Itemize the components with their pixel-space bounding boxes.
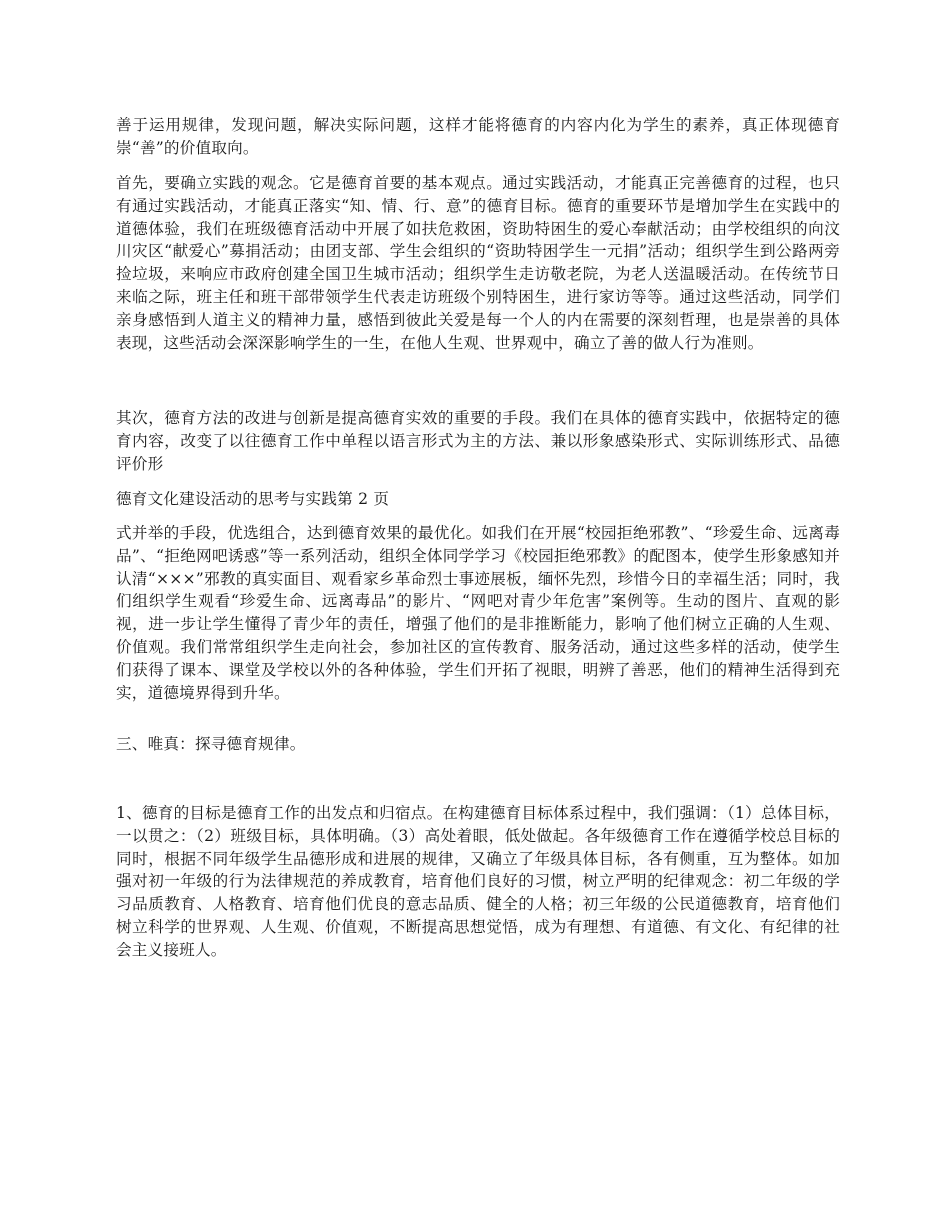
paragraph-methods: 其次，德育方法的改进与创新是提高德育实效的重要的手段。我们在具体的德育实践中，依据特定的德育内容，改变了以往德育工作中单程以语言形式为主的方法、兼以形象感染形式、实际训练形式、品德评价形 — [116, 409, 840, 473]
paragraph-intro: 善于运用规律，发现问题，解决实际问题，这样才能将德育的内容内化为学生的素养，真正体现德育崇“善”的价值取向。 — [116, 116, 840, 157]
page-heading: 德育文化建设活动的思考与实践第 2 页 — [116, 490, 390, 508]
section-heading: 三、唯真：探寻德育规律。 — [116, 735, 306, 753]
paragraph-methods-continued: 式并举的手段，优选组合，达到德育效果的最优化。如我们在开展“校园拒绝邪教”、“珍爱生命、远离毒品”、“拒绝网吧诱惑”等一系列活动，组织全体同学学习《校园拒绝邪教》的配图本，使学生形象感知并认清“×××”邪教的真实面目、观看家乡革命烈士事迹展板，缅怀先烈，珍惜今日的幸福生活；同时，我们组织学生观看“珍爱生命、远离毒品”的影片、“网吧对青少年危害”案例等。生动的图片、直观的影视，进一步让学生懂得了青少年的责任，增强了他们的是非推断能力，影响了他们树立正确的人生观、价值观。我们常常组织学生走向社会，参加社区的宣传教育、服务活动，通过这些多样的活动，使学生们获得了课本、课堂及学校以外的各种体验，学生们开拓了视眼，明辨了善恶，他们的精神生活得到充实，道德境界得到升华。 — [116, 524, 840, 702]
paragraph-practice: 首先，要确立实践的观念。它是德育首要的基本观点。通过实践活动，才能真正完善德育的过程，也只有通过实践活动，才能真正落实“知、情、行、意”的德育目标。德育的重要环节是增加学生在实践中的道德体验，我们在班级德育活动中开展了如扶危救困，资助特困生的爱心奉献活动；由学校组织的向汶川灾区“献爱心”募捐活动；由团支部、学生会组织的“资助特困学生一元捐”活动；组织学生到公路两旁捡垃圾，来响应市政府创建全国卫生城市活动；组织学生走访敬老院，为老人送温暖活动。在传统节日来临之际，班主任和班干部带领学生代表走访班级个别特困生，进行家访等等。通过这些活动，同学们亲身感悟到人道主义的精神力量，感悟到彼此关爱是每一个人的内在需要的深刻哲理，也是崇善的具体表现，这些活动会深深影响学生的一生，在他人生观、世界观中，确立了善的做人行为准则。 — [116, 174, 840, 352]
paragraph-goals: 1、德育的目标是德育工作的出发点和归宿点。在构建德育目标体系过程中，我们强调：（1）总体目标，一以贯之：（2）班级目标，具体明确。（3）高处着眼，低处做起。各年级德育工作在遵循学校总目标的同时，根据不同年级学生品德形成和进展的规律，又确立了年级具体目标，各有侧重，互为整体。如加强对初一年级的行为法律规范的养成教育，培育他们良好的习惯，树立严明的纪律观念：初二年级的学习品质教育、人格教育、培育他们优良的意志品质、健全的人格；初三年级的公民道德教育，培育他们树立科学的世界观、人生观、价值观，不断提高思想觉悟，成为有理想、有道德、有文化、有纪律的社会主义接班人。 — [116, 804, 840, 959]
